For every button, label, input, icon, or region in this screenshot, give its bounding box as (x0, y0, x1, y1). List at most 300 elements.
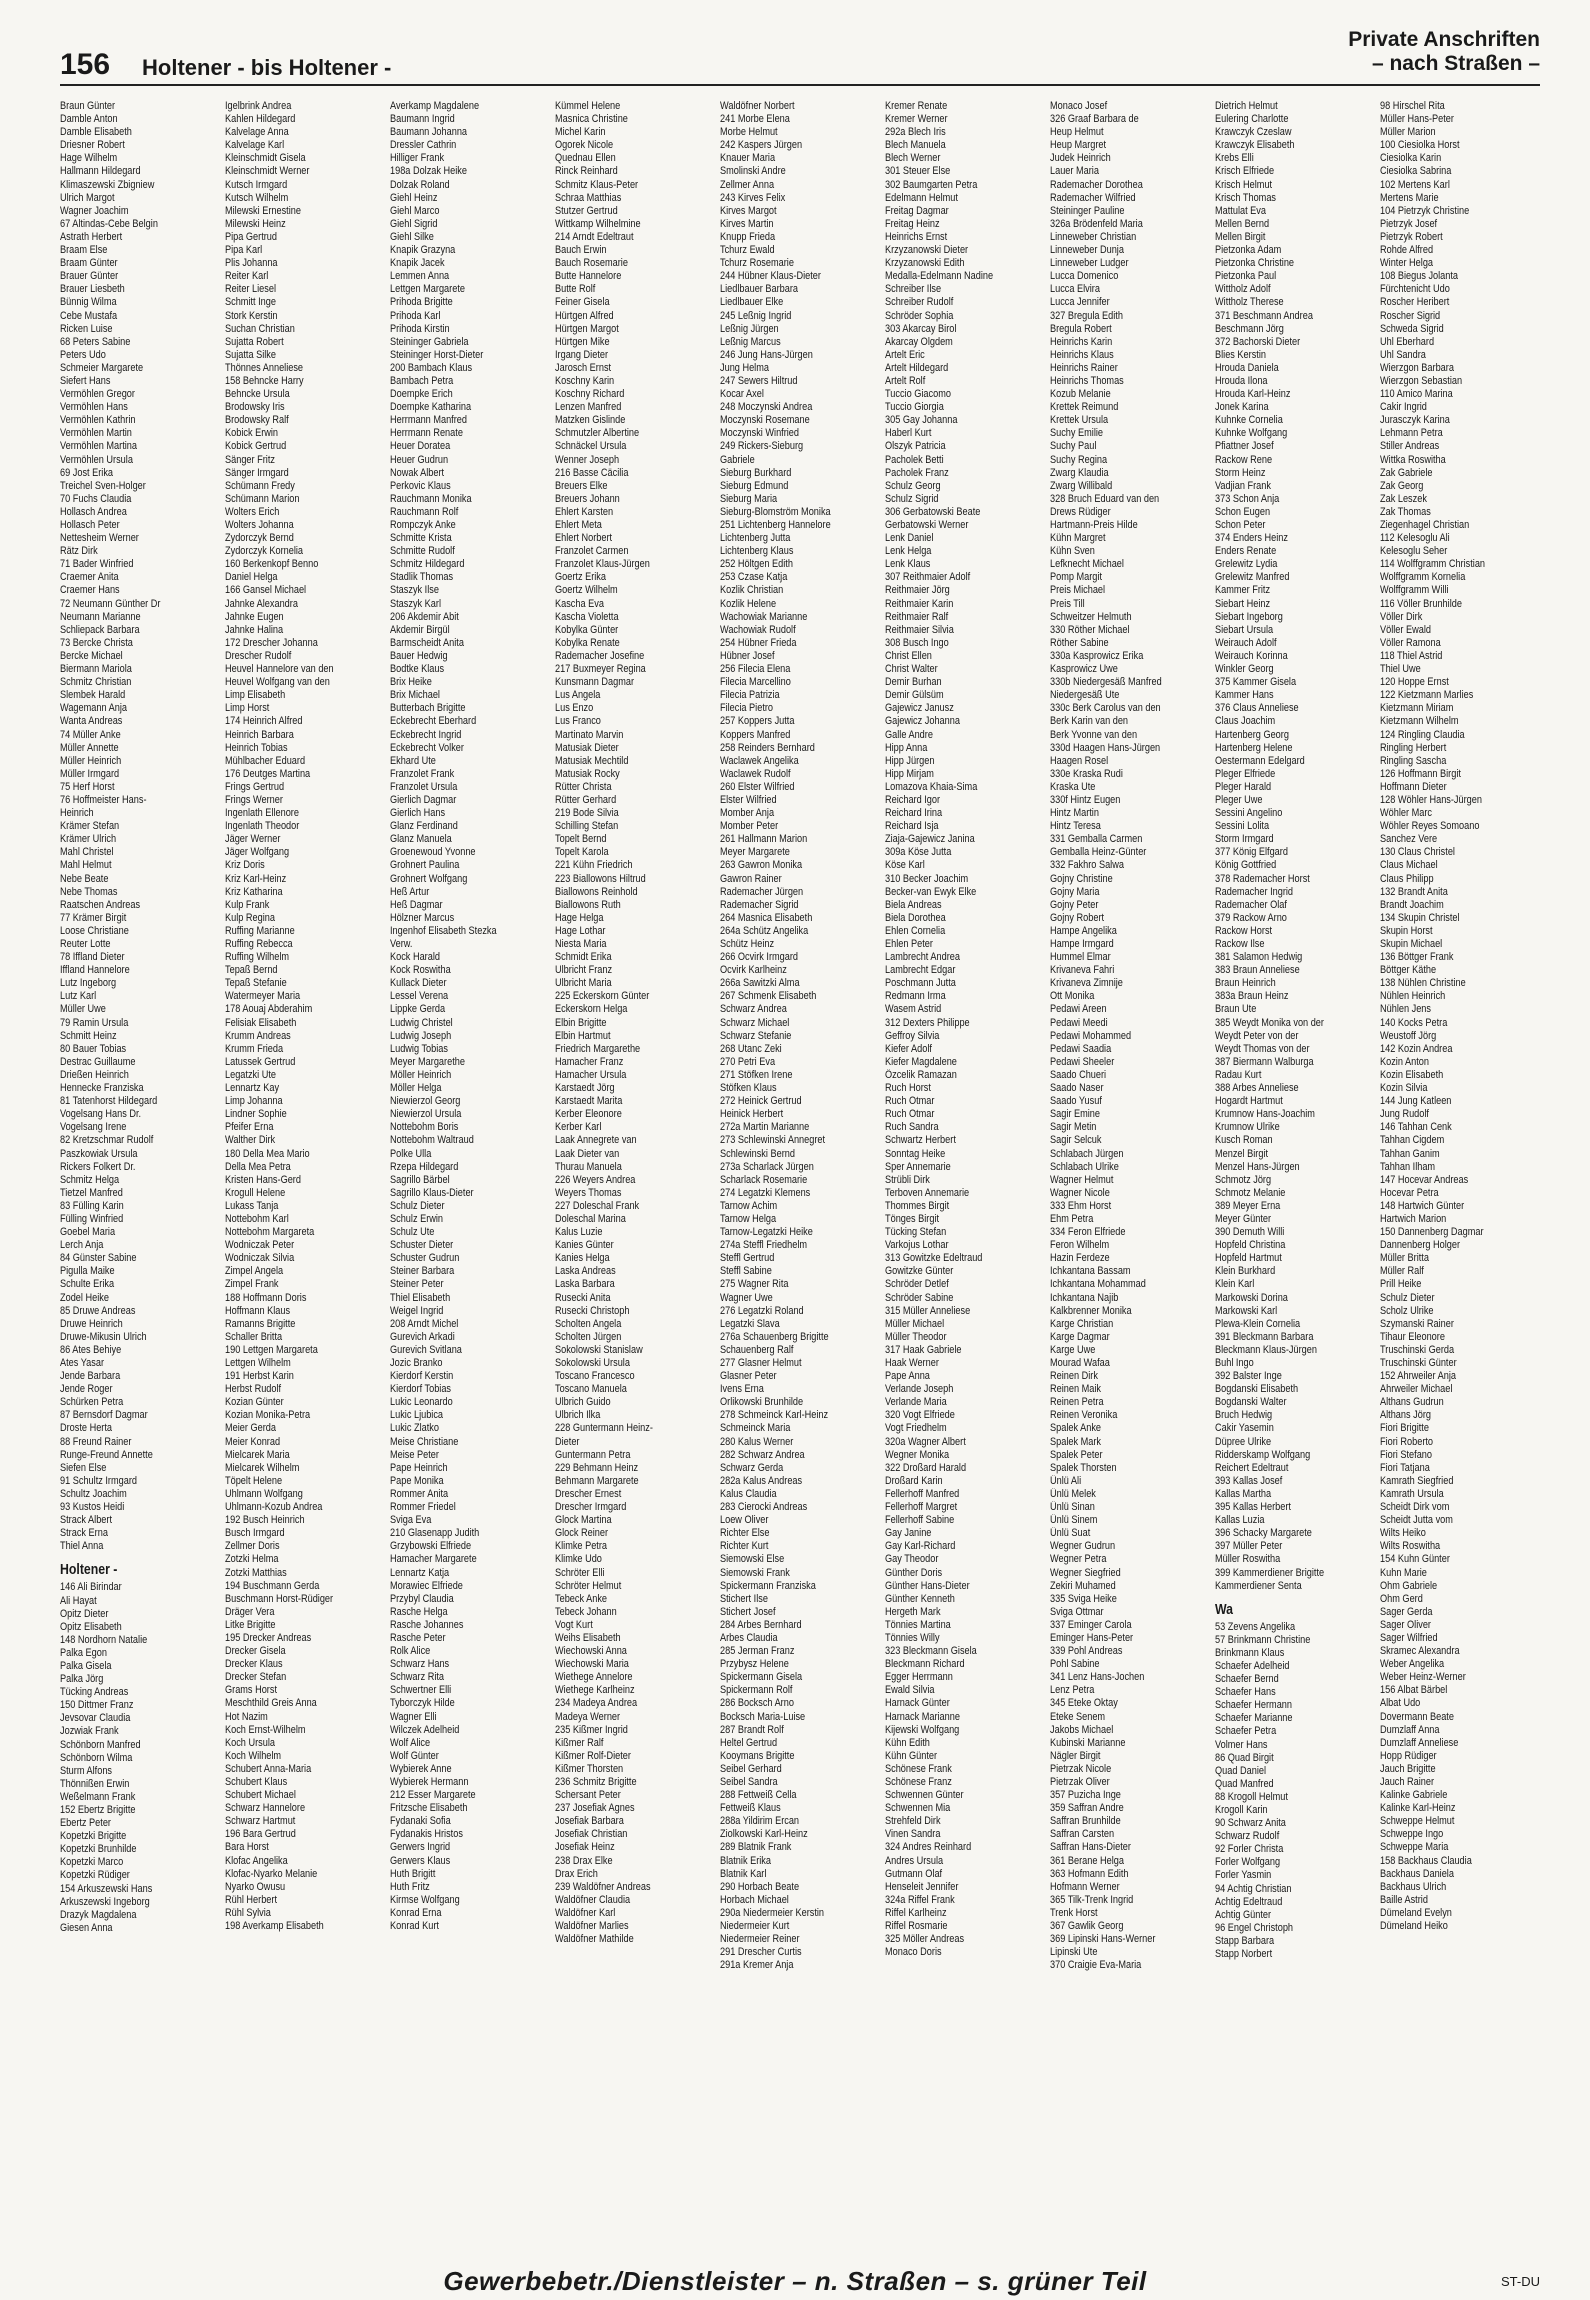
resident-entry: Josefiak Heinz (555, 1841, 615, 1854)
resident-entry: Pietzonka Paul (1215, 270, 1277, 283)
resident-entry: Schaller Britta (225, 1330, 283, 1343)
resident-entry: 323 Bleckmann Gisela (885, 1645, 977, 1658)
resident-entry: 361 Berane Helga (1050, 1854, 1124, 1867)
resident-entry: 312 Dexters Philippe (885, 1016, 970, 1029)
resident-entry: Stapp Norbert (1215, 1948, 1273, 1961)
resident-entry: Thönnißen Erwin (60, 1777, 130, 1790)
resident-entry: Kalvelage Karl (225, 139, 285, 152)
resident-entry: Karge Christian (1050, 1317, 1114, 1330)
resident-entry: 274a Steffl Friedhelm (720, 1239, 808, 1252)
resident-entry: Giehl Heinz (390, 191, 438, 204)
street-heading: Holtener - (60, 1561, 118, 1579)
resident-entry: Verw. (390, 938, 413, 950)
resident-entry: Hennecke Franziska (60, 1082, 144, 1095)
resident-entry: Biela Andreas (885, 898, 942, 911)
resident-entry: 188 Hoffmann Doris (225, 1291, 307, 1304)
resident-entry: König Gottfried (1215, 859, 1277, 872)
resident-entry: Dumzlaff Anna (1380, 1723, 1440, 1736)
resident-entry: Strübli Dirk (885, 1173, 930, 1186)
resident-entry: Kelesoglu Seher (1380, 545, 1448, 558)
resident-entry: Ivens Erna (720, 1383, 764, 1396)
resident-entry: Breuers Elke (555, 479, 608, 492)
resident-entry: Bambach Petra (390, 374, 454, 387)
resident-entry: 258 Reinders Bernhard (720, 741, 815, 754)
resident-entry: Iffland Hannelore (60, 964, 130, 977)
resident-entry: Hürtgen Alfred (555, 309, 614, 322)
resident-entry: Schmeier Margarete (60, 361, 144, 374)
resident-entry: Limp Johanna (225, 1095, 283, 1108)
resident-entry: Sessini Angelino (1215, 807, 1283, 820)
resident-entry: Niewierzol Georg (390, 1095, 461, 1108)
resident-entry: Vermöhlen Ursula (60, 453, 133, 466)
resident-entry: Karstaedt Jörg (555, 1082, 615, 1095)
resident-entry: Kriz Doris (225, 859, 265, 872)
resident-entry: Hipp Anna (885, 741, 928, 754)
resident-entry: 73 Bercke Christa (60, 636, 133, 649)
resident-entry: 288a Yildirim Ercan (720, 1815, 800, 1828)
resident-entry: Jakobs Michael (1050, 1723, 1114, 1736)
resident-entry: Schersant Peter (555, 1789, 621, 1802)
resident-entry: 345 Eteke Oktay (1050, 1697, 1118, 1710)
resident-entry: Claus Philipp (1380, 872, 1434, 885)
resident-entry: Raatschen Andreas (60, 898, 141, 911)
resident-entry: Treichel Sven-Holger (60, 479, 146, 492)
resident-entry: Damble Anton (60, 113, 118, 126)
resident-entry: Schwertner Elli (390, 1684, 452, 1697)
resident-entry: Rademacher Sigrid (720, 898, 799, 911)
resident-entry: Edelmann Helmut (885, 191, 958, 204)
resident-entry: Wolters Erich (225, 505, 280, 518)
resident-entry: Sieburg Maria (720, 492, 778, 505)
resident-entry: Suchy Paul (1050, 440, 1097, 453)
resident-entry: Wilts Roswitha (1380, 1540, 1441, 1553)
resident-entry: Fiori Stefano (1380, 1448, 1433, 1461)
resident-entry: Przybyl Claudia (390, 1592, 454, 1605)
resident-entry: Gajewicz Johanna (885, 715, 960, 728)
resident-entry: 266 Ocvirk Irmgard (720, 951, 799, 964)
resident-entry: Reithmaier Ralf (885, 610, 949, 623)
resident-entry: 373 Schon Anja (1215, 492, 1280, 505)
resident-entry: 280 Kalus Werner (720, 1435, 794, 1448)
resident-entry: Schmitz Klaus-Peter (555, 178, 639, 191)
resident-entry: 53 Zevens Angelika (1215, 1620, 1296, 1633)
resident-entry: Quednau Ellen (555, 152, 616, 165)
resident-entry: Rademacher Olaf (1215, 898, 1287, 911)
resident-entry: Kietzmann Wilhelm (1380, 715, 1459, 728)
resident-entry: Elbin Hartmut (555, 1029, 611, 1042)
resident-entry: Schröder Sabine (885, 1291, 954, 1304)
resident-entry: Bauch Erwin (555, 244, 607, 257)
resident-entry: Martinato Marvin (555, 728, 624, 741)
resident-entry: Schreiber Ilse (885, 283, 942, 296)
resident-entry: 148 Nordhorn Natalie (60, 1633, 148, 1646)
resident-entry: Schmeinck Maria (720, 1422, 791, 1435)
resident-entry: Wodniczak Peter (225, 1239, 295, 1252)
resident-entry: Filecia Marcellino (720, 676, 791, 689)
resident-entry: Glanz Manuela (390, 833, 452, 846)
resident-entry: Özcelik Ramazan (885, 1068, 957, 1081)
resident-entry: Scholz Ulrike (1380, 1304, 1434, 1317)
resident-entry: Müller Heinrich (60, 754, 122, 767)
resident-entry: Wittholz Therese (1215, 296, 1284, 309)
resident-entry: Siebart Ingeborg (1215, 610, 1283, 623)
resident-entry: 174 Heinrich Alfred (225, 715, 303, 728)
resident-entry: Kock Harald (390, 951, 440, 964)
resident-entry: Mertens Marie (1380, 191, 1439, 204)
resident-entry: Jozwiak Frank (60, 1725, 119, 1738)
resident-entry: 308 Busch Ingo (885, 636, 949, 649)
resident-entry: Lippke Gerda (390, 1003, 446, 1016)
page-number: 156 (60, 48, 111, 81)
resident-entry: Kulp Frank (225, 898, 270, 911)
resident-entry: Rickers Folkert Dr. (60, 1160, 136, 1173)
resident-entry: 330c Berk Carolus van den (1050, 702, 1161, 715)
resident-entry: Pedawi Mohammed (1050, 1029, 1132, 1042)
resident-entry: 333 Ehm Horst (1050, 1199, 1112, 1212)
resident-entry: Demir Gülsüm (885, 689, 944, 702)
resident-entry: Lukass Tanja (225, 1199, 279, 1212)
resident-entry: 289 Blatnik Frank (720, 1841, 792, 1854)
resident-entry: 198a Dolzak Heike (390, 165, 468, 178)
resident-entry: Bercke Michael (60, 649, 123, 662)
resident-entry: Kuhn Marie (1380, 1566, 1427, 1579)
resident-entry: Butte Hannelore (555, 270, 622, 283)
resident-entry: Müller Uwe (60, 1003, 106, 1016)
resident-entry: Schümann Fredy (225, 479, 295, 492)
resident-entry: Weydt Peter von der (1215, 1029, 1299, 1042)
resident-entry: Konrad Kurt (390, 1920, 439, 1933)
resident-entry: Zodel Heike (60, 1291, 109, 1304)
resident-entry: 200 Bambach Klaus (390, 361, 473, 374)
resident-entry: Hartenberg Helene (1215, 741, 1293, 754)
resident-entry: 126 Hoffmann Birgit (1380, 767, 1461, 780)
resident-entry: Gowitzke Günter (885, 1265, 954, 1278)
resident-entry: Peters Udo (60, 348, 106, 361)
resident-entry: Gerwers Klaus (390, 1854, 451, 1867)
resident-entry: 208 Arndt Michel (390, 1317, 459, 1330)
resident-entry: Wanta Andreas (60, 715, 123, 728)
resident-entry: Ichkantana Mohammad (1050, 1278, 1146, 1291)
resident-entry: Wagner Joachim (60, 204, 129, 217)
resident-entry: Sagir Selcuk (1050, 1134, 1102, 1147)
resident-entry: Dumzlaff Anneliese (1380, 1736, 1459, 1749)
resident-entry: Kanies Helga (555, 1252, 610, 1265)
resident-entry: Palka Egon (60, 1646, 107, 1659)
resident-entry: Droste Herta (60, 1422, 113, 1435)
resident-entry: Krisch Helmut (1215, 178, 1273, 191)
resident-entry: Lomazova Khaia-Sima (885, 780, 978, 793)
resident-entry: Jung Rudolf (1380, 1108, 1429, 1121)
resident-entry: 140 Kocks Petra (1380, 1016, 1448, 1029)
resident-entry: Lucca Domenico (1050, 270, 1119, 283)
resident-entry: Schauenberg Ralf (720, 1343, 794, 1356)
resident-entry: Krogull Helene (225, 1186, 286, 1199)
resident-entry: Vermöhlen Gregor (60, 388, 135, 401)
resident-entry: Ebertz Peter (60, 1817, 111, 1830)
resident-entry: Schon Peter (1215, 519, 1266, 531)
resident-entry: Brandt Joachim (1380, 898, 1444, 911)
resident-entry: Schilling Stefan (555, 820, 619, 833)
resident-entry: Günther Kenneth (885, 1592, 955, 1605)
resident-entry: Ichkantana Najib (1050, 1291, 1119, 1304)
resident-entry: Tahhan Cigdem (1380, 1134, 1445, 1147)
resident-entry: Lutz Ingeborg (60, 977, 117, 990)
resident-entry: Kobick Gertrud (225, 440, 287, 453)
resident-entry: Masnica Christine (555, 113, 628, 126)
resident-entry: Fiori Roberto (1380, 1435, 1434, 1448)
resident-entry: Wagner Elli (390, 1710, 437, 1723)
resident-entry: Saffran Carsten (1050, 1828, 1115, 1841)
resident-entry: Rademacher Josefine (555, 649, 645, 662)
resident-entry: Schulz Dieter (1380, 1291, 1435, 1304)
resident-entry: Kascha Violetta (555, 610, 619, 623)
resident-entry: Laska Barbara (555, 1278, 615, 1291)
resident-entry: Richter Else (720, 1527, 770, 1540)
resident-entry: Kietzmann Miriam (1380, 702, 1454, 715)
resident-entry: Rauchmann Rolf (390, 505, 459, 518)
resident-entry: Sujatta Robert (225, 335, 284, 348)
resident-entry: Dovermann Beate (1380, 1710, 1454, 1723)
resident-entry: Krämer Stefan (60, 820, 120, 833)
resident-entry: Tchurz Rosemarie (720, 257, 794, 270)
resident-entry: 67 Altindas-Cebe Belgin (60, 217, 158, 230)
resident-entry: Waldöfner Mathilde (555, 1933, 634, 1946)
resident-entry: Riffel Karlheinz (885, 1906, 947, 1919)
resident-entry: 292a Blech Iris (885, 126, 946, 139)
resident-entry: 75 Herf Horst (60, 780, 115, 793)
resident-entry: 118 Thiel Astrid (1380, 649, 1443, 662)
resident-entry: 301 Steuer Else (885, 165, 951, 178)
resident-entry: Wierzgon Sebastian (1380, 374, 1463, 387)
resident-entry: Ahrweiler Michael (1380, 1383, 1453, 1396)
resident-entry: 270 Petri Eva (720, 1055, 776, 1068)
resident-entry: Schultz Joachim (60, 1487, 127, 1500)
resident-entry: Sagrillo Bärbel (390, 1173, 450, 1186)
resident-entry: 217 Buxmeyer Regina (555, 663, 646, 676)
resident-entry: Sieburg-Blomström Monika (720, 505, 831, 518)
resident-entry: Müller Britta (1380, 1252, 1429, 1265)
resident-entry: 307 Reithmaier Adolf (885, 571, 971, 584)
resident-entry: 325 Möller Andreas (885, 1933, 965, 1946)
resident-entry: Wachowiak Rudolf (720, 623, 796, 636)
resident-entry: Tahhan Ilham (1380, 1160, 1436, 1173)
resident-entry: Zydorczyk Kornelia (225, 545, 304, 558)
resident-entry: Ulbricht Franz (555, 964, 613, 977)
resident-entry: Strehfeld Dirk (885, 1815, 941, 1828)
resident-entry: Müller Roswitha (1215, 1553, 1281, 1566)
resident-entry: Pietrzyk Josef (1380, 217, 1438, 230)
resident-entry: Schönborn Manfred (60, 1738, 141, 1751)
resident-entry: Gutmann Olaf (885, 1867, 943, 1880)
resident-entry: Schwarz Hans (390, 1658, 450, 1671)
resident-entry: 385 Weydt Monika von der (1215, 1016, 1324, 1029)
resident-entry: Wolf Alice (390, 1736, 431, 1749)
resident-entry: Kopetzki Rüdiger (60, 1869, 130, 1882)
resident-entry: Vogt Kurt (555, 1618, 593, 1631)
resident-entry: Steiner Barbara (390, 1265, 455, 1278)
resident-entry: Drescher Rudolf (225, 649, 292, 662)
resident-entry: Nebe Thomas (60, 885, 118, 898)
resident-entry: Lus Franco (555, 715, 601, 728)
resident-entry: Craemer Hans (60, 584, 120, 597)
resident-entry: Ichkantana Bassam (1050, 1265, 1131, 1278)
resident-entry: Huth Fritz (390, 1880, 430, 1893)
resident-entry: Scheidt Dirk vom (1380, 1501, 1450, 1514)
resident-entry: Weßelmann Frank (60, 1790, 136, 1803)
resident-entry: Vogt Friedhelm (885, 1422, 947, 1435)
resident-entry: Gojny Peter (1050, 898, 1099, 911)
resident-entry: Storm Heinz (1215, 466, 1266, 479)
resident-entry: 363 Hofmann Edith (1050, 1867, 1129, 1880)
resident-entry: Milewski Ernestine (225, 204, 301, 217)
resident-entry: Kopetzki Brigitte (60, 1830, 127, 1843)
resident-entry: Eteke Senem (1050, 1710, 1106, 1723)
resident-entry: Matusiak Mechtild (555, 754, 629, 767)
resident-entry: Kopetzki Marco (60, 1856, 124, 1869)
resident-entry: Oestermann Edelgard (1215, 754, 1305, 767)
resident-entry: Wagner Uwe (720, 1291, 773, 1304)
resident-entry: Markowski Dorina (1215, 1291, 1288, 1304)
resident-entry: 144 Jung Katleen (1380, 1095, 1452, 1108)
resident-entry: Ohm Gerd (1380, 1592, 1423, 1605)
header-rule (60, 84, 1540, 86)
resident-entry: Claus Michael (1380, 859, 1438, 872)
resident-entry: 132 Brandt Anita (1380, 885, 1448, 898)
resident-entry: 246 Jung Hans-Jürgen (720, 348, 813, 361)
resident-entry: Christ Ellen (885, 649, 932, 662)
resident-entry: 263 Gawron Monika (720, 859, 803, 872)
resident-entry: Herrmann Renate (390, 427, 463, 440)
resident-entry: Heinrichs Klaus (1050, 348, 1114, 361)
resident-entry: Kühn Margret (1050, 532, 1106, 545)
resident-entry: Ünlü Ali (1050, 1474, 1082, 1487)
resident-entry: Skupin Michael (1380, 938, 1443, 950)
resident-entry: Kopetzki Brunhilde (60, 1843, 137, 1856)
resident-entry: Fritzsche Elisabeth (390, 1802, 468, 1815)
resident-entry: Truschinski Gerda (1380, 1343, 1455, 1356)
resident-entry: Prihoda Kirstin (390, 322, 450, 335)
resident-entry: Niedermeier Kurt (720, 1920, 790, 1933)
resident-entry: Sessini Lolita (1215, 820, 1270, 833)
resident-entry: 285 Jerman Franz (720, 1645, 795, 1658)
resident-entry: Guntermann Petra (555, 1448, 631, 1461)
resident-entry: Jevsovar Claudia (60, 1712, 131, 1725)
resident-entry: Möller Helga (390, 1082, 442, 1095)
resident-entry: Schweppe Maria (1380, 1841, 1449, 1854)
resident-entry: Kasprowicz Uwe (1050, 663, 1118, 676)
resident-entry: 275 Wagner Rita (720, 1278, 789, 1291)
resident-entry: Suchy Emilie (1050, 427, 1104, 440)
resident-entry: Destrac Guillaume (60, 1055, 136, 1068)
resident-entry: Kahlen Hildegard (225, 113, 296, 126)
resident-entry: Tönges Birgit (885, 1212, 940, 1225)
resident-entry: Schlabach Jürgen (1050, 1147, 1124, 1160)
resident-entry: 100 Ciesiolka Horst (1380, 139, 1460, 152)
resident-entry: Sagrillo Klaus-Dieter (390, 1186, 474, 1199)
resident-entry: Steiner Peter (390, 1278, 444, 1291)
resident-entry: Kleinschmidt Gisela (225, 152, 306, 165)
resident-entry: Lucca Jennifer (1050, 296, 1110, 309)
resident-entry: Kubinski Marianne (1050, 1736, 1126, 1749)
resident-entry: 94 Achtig Christian (1215, 1882, 1292, 1895)
resident-entry: Zwarg Willibald (1050, 479, 1113, 492)
resident-entry: Baumann Johanna (390, 126, 468, 139)
resident-entry: Ulrich Margot (60, 191, 115, 204)
resident-entry: Kutsch Irmgard (225, 178, 288, 191)
resident-entry: Hartwich Marion (1380, 1212, 1447, 1225)
resident-entry: Mahl Helmut (60, 859, 112, 872)
resident-entry: Limp Horst (225, 702, 270, 715)
resident-entry: Elbin Brigitte (555, 1016, 607, 1029)
resident-entry: Grelewitz Manfred (1215, 571, 1290, 584)
resident-entry: Rompczyk Anke (390, 519, 456, 531)
resident-entry: Hipp Jürgen (885, 754, 935, 767)
resident-entry: Müller Theodor (885, 1330, 947, 1343)
resident-entry: Pipa Gertrud (225, 230, 278, 243)
resident-entry: Meise Peter (390, 1448, 439, 1461)
resident-entry: Franzolet Frank (390, 767, 455, 780)
resident-entry: Pape Heinrich (390, 1461, 448, 1474)
resident-entry: 239 Waldöfner Andreas (555, 1880, 651, 1893)
resident-entry: Hilliger Frank (390, 152, 445, 165)
resident-entry: Vermöhlen Martina (60, 440, 138, 453)
resident-entry: Winter Helga (1380, 257, 1434, 270)
resident-entry: Schaefer Petra (1215, 1725, 1277, 1738)
resident-entry: 327 Bregula Edith (1050, 309, 1123, 322)
resident-entry: Kobylka Günter (555, 623, 619, 636)
resident-entry: Hopp Rüdiger (1380, 1749, 1437, 1762)
resident-entry: 147 Hocevar Andreas (1380, 1173, 1469, 1186)
resident-entry: Igelbrink Andrea (225, 100, 292, 112)
resident-entry: Ruch Otmar (885, 1108, 935, 1121)
resident-entry: Wöhler Reyes Somoano (1380, 820, 1480, 833)
resident-entry: 260 Elster Wilfried (720, 780, 795, 793)
resident-entry: 244 Hübner Klaus-Dieter (720, 270, 821, 283)
resident-entry: Braam Else (60, 244, 108, 257)
resident-entry: Dressler Cathrin (390, 139, 457, 152)
resident-entry: 146 Tahhan Cenk (1380, 1121, 1452, 1134)
resident-entry: Schuster Gudrun (390, 1252, 460, 1265)
resident-entry: Krisch Thomas (1215, 191, 1277, 204)
resident-entry: Rademacher Wilfried (1050, 191, 1136, 204)
resident-entry: Kierdorf Kerstin (390, 1370, 454, 1383)
resident-entry: Moczynski Winfried (720, 427, 800, 440)
resident-entry: 324a Riffel Frank (885, 1893, 955, 1906)
resident-entry: Weber Angelika (1380, 1658, 1445, 1671)
resident-entry: Franzolet Klaus-Jürgen (555, 558, 650, 571)
resident-entry: Lettgen Margarete (390, 283, 465, 296)
resident-entry: Ruffing Wilhelm (225, 951, 290, 964)
resident-entry: Mattulat Eva (1215, 204, 1266, 217)
resident-entry: Althans Gudrun (1380, 1396, 1444, 1409)
resident-entry: Zotzki Matthias (225, 1566, 287, 1579)
resident-entry: Ehlen Peter (885, 938, 933, 950)
column-7 (1050, 100, 1213, 2248)
resident-entry: 261 Hallmann Marion (720, 833, 808, 846)
resident-entry: Siemowski Frank (720, 1566, 790, 1579)
resident-entry: Kammerdiener Senta (1215, 1579, 1302, 1592)
resident-entry: 330d Haagen Hans-Jürgen (1050, 741, 1161, 754)
resident-entry: Schröter Elli (555, 1566, 605, 1579)
resident-entry: Stichert Josef (720, 1605, 776, 1618)
resident-entry: Ogorek Nicole (555, 139, 614, 152)
resident-entry: Stichert Ilse (720, 1592, 768, 1605)
resident-entry: Schönese Franz (885, 1776, 952, 1788)
resident-entry: Jauch Brigitte (1380, 1762, 1436, 1775)
resident-entry: Pacholek Franz (885, 466, 949, 479)
resident-entry: Hürtgen Mike (555, 335, 610, 348)
resident-entry: Jahnke Eugen (225, 610, 284, 623)
